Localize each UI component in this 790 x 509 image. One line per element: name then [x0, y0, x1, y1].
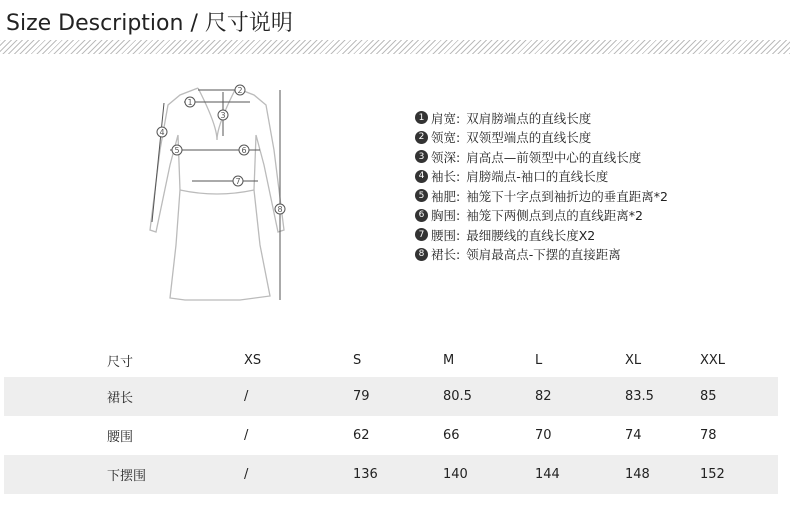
table-row: [4, 377, 778, 416]
header-cell: L: [535, 352, 543, 368]
header-divider: [0, 40, 790, 54]
table-cell: 148: [625, 455, 700, 494]
legend-label: 腰围:: [431, 227, 461, 243]
legend-desc: 最细腰线的直线长度X2: [466, 227, 596, 243]
number-badge: 3: [415, 150, 428, 163]
header-cell: M: [443, 352, 455, 368]
legend-desc: 双肩膀端点的直线长度: [466, 110, 592, 126]
marker-5: 5: [174, 146, 180, 155]
header-cell: XS: [244, 352, 262, 368]
legend-item: [415, 108, 668, 128]
number-badge: 4: [415, 170, 428, 183]
legend-desc: 双领型端点的直线长度: [466, 130, 592, 146]
table-cell: 144: [535, 455, 625, 494]
header-cell: S: [353, 352, 362, 368]
marker-7: 7: [235, 177, 241, 186]
legend-item: [415, 206, 668, 226]
legend-item: [415, 225, 668, 245]
table-cell: /: [244, 377, 353, 416]
legend-label: 胸围:: [431, 208, 461, 224]
table-cell: 140: [443, 455, 535, 494]
legend-label: 领宽:: [431, 130, 461, 146]
size-table: [4, 343, 778, 494]
table-cell: 78: [700, 428, 717, 443]
header-cell: 尺寸: [107, 354, 134, 370]
table-cell: 82: [535, 377, 625, 416]
table-cell: 80.5: [443, 377, 535, 416]
table-cell: 70: [535, 428, 552, 443]
legend-item: [415, 167, 668, 187]
table-cell: 66: [443, 428, 460, 443]
dress-measurement-diagram: [140, 70, 310, 320]
legend-label: 袖肥:: [431, 188, 461, 204]
header-cell: XXL: [700, 352, 726, 368]
table-cell: 85: [700, 377, 778, 416]
legend-label: 裙长:: [431, 247, 461, 263]
table-cell: /: [244, 428, 249, 443]
legend-desc: 袖笼下两侧点到点的直线距离*2: [466, 208, 643, 224]
table-cell: 下摆围: [4, 455, 244, 494]
marker-3: 3: [220, 111, 226, 120]
legend-item: [415, 128, 668, 148]
legend-desc: 肩膀端点-袖口的直线长度: [466, 169, 609, 185]
table-cell: 79: [353, 377, 443, 416]
legend-item: [415, 186, 668, 206]
table-cell: 74: [625, 428, 642, 443]
legend-item: [415, 147, 668, 167]
table-cell: /: [244, 455, 353, 494]
number-badge: 6: [415, 209, 428, 222]
legend-item: [415, 245, 668, 265]
table-row: [4, 416, 778, 455]
header-cell: XL: [625, 352, 642, 368]
table-cell: 83.5: [625, 377, 700, 416]
table-cell: 136: [353, 455, 443, 494]
table-header-row: [4, 343, 778, 377]
number-badge: 8: [415, 248, 428, 261]
number-badge: 2: [415, 131, 428, 144]
number-badge: 7: [415, 228, 428, 241]
marker-4: 4: [159, 128, 165, 137]
table-row: [4, 455, 778, 494]
table-cell: 裙长: [4, 377, 244, 416]
measurement-legend: [415, 108, 668, 264]
table-cell: 62: [353, 428, 370, 443]
marker-8: 8: [277, 205, 283, 214]
table-cell: 腰围: [107, 430, 134, 445]
marker-6: 6: [241, 146, 247, 155]
legend-label: 领深:: [431, 149, 461, 165]
table-cell: 152: [700, 455, 778, 494]
number-badge: 5: [415, 189, 428, 202]
legend-label: 袖长:: [431, 169, 461, 185]
page-title: Size Description / 尺寸说明: [6, 11, 293, 36]
legend-desc: 领肩最高点-下摆的直接距离: [466, 247, 621, 263]
marker-2: 2: [237, 86, 243, 95]
legend-label: 肩宽:: [431, 110, 461, 126]
legend-desc: 肩高点—前领型中心的直线长度: [466, 149, 642, 165]
legend-desc: 袖笼下十字点到袖折边的垂直距离*2: [466, 188, 668, 204]
marker-1: 1: [187, 98, 193, 107]
number-badge: 1: [415, 111, 428, 124]
